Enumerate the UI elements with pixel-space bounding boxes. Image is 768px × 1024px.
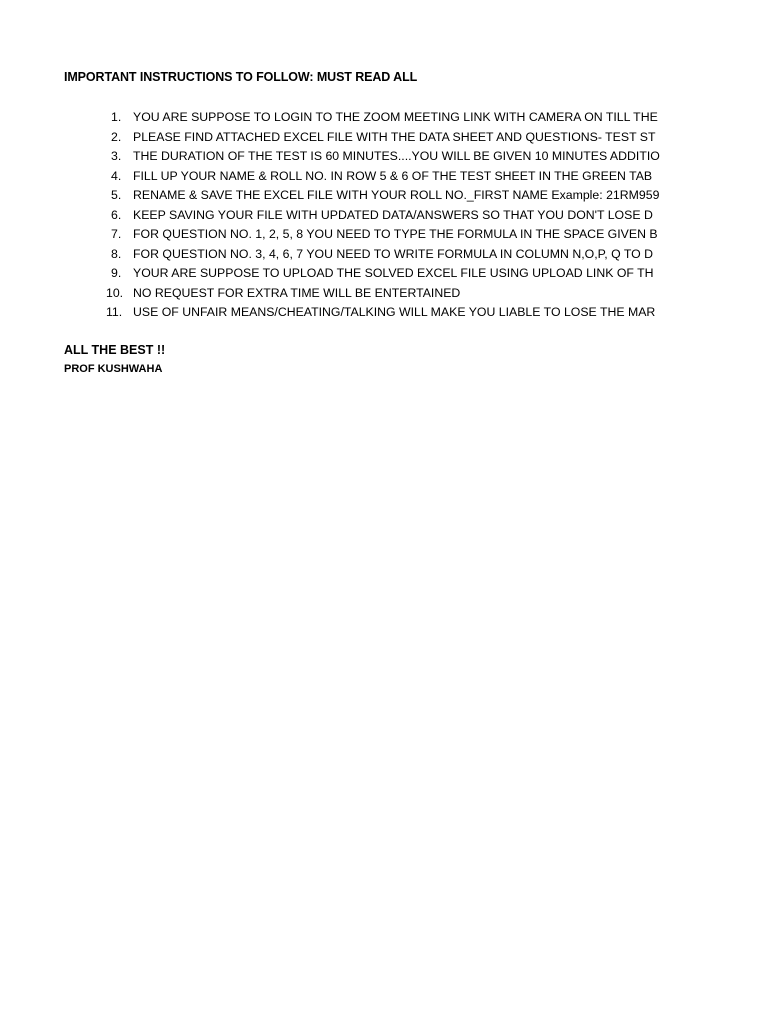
item-text: FILL UP YOUR NAME & ROLL NO. IN ROW 5 & 6 OF THE TEST SHEET IN THE GREEN TAB <box>133 168 653 183</box>
item-number: 5. <box>111 188 122 202</box>
item-text: FOR QUESTION NO. 1, 2, 5, 8 YOU NEED TO TYPE THE FORMULA IN THE SPACE GIVEN B <box>133 227 658 241</box>
item-number: 9. <box>111 266 122 280</box>
instructions-list <box>106 108 670 323</box>
list-item <box>106 264 670 284</box>
item-text: PLEASE FIND ATTACHED EXCEL FILE WITH THE DATA SHEET AND QUESTIONS- TEST ST <box>133 129 656 144</box>
item-text: RENAME & SAVE THE EXCEL FILE WITH YOUR ROLL NO._FIRST NAME Example: 21RM959 <box>133 188 660 202</box>
list-item <box>106 186 670 206</box>
item-number: 7. <box>111 227 122 241</box>
item-text: USE OF UNFAIR MEANS/CHEATING/TALKING WILL MAKE YOU LIABLE TO LOSE THE MAR <box>133 305 656 319</box>
signature: PROF KUSHWAHA <box>64 363 163 375</box>
list-item <box>106 128 670 148</box>
instructions-heading: IMPORTANT INSTRUCTIONS TO FOLLOW: MUST READ ALL <box>64 70 418 84</box>
list-item <box>106 284 670 304</box>
item-text: YOU ARE SUPPOSE TO LOGIN TO THE ZOOM MEETING LINK WITH CAMERA ON TILL THE <box>133 110 658 124</box>
item-number: 8. <box>111 246 122 261</box>
item-number: 6. <box>111 207 122 222</box>
item-number: 3. <box>111 149 122 163</box>
item-text: KEEP SAVING YOUR FILE WITH UPDATED DATA/ANSWERS SO THAT YOU DON'T LOSE D <box>133 207 653 222</box>
item-number: 11. <box>106 305 123 319</box>
list-item <box>106 245 670 265</box>
list-item <box>106 167 670 187</box>
item-text: NO REQUEST FOR EXTRA TIME WILL BE ENTERTAINED <box>133 285 461 300</box>
list-item <box>106 147 670 167</box>
item-number: 2. <box>111 129 122 144</box>
item-text: YOUR ARE SUPPOSE TO UPLOAD THE SOLVED EXCEL FILE USING UPLOAD LINK OF TH <box>133 266 654 280</box>
item-number: 4. <box>111 168 122 183</box>
list-item <box>106 225 670 245</box>
closing-message: ALL THE BEST !! <box>64 343 166 357</box>
list-item <box>106 303 670 323</box>
item-number: 1. <box>111 110 122 124</box>
item-text: THE DURATION OF THE TEST IS 60 MINUTES....YOU WILL BE GIVEN 10 MINUTES ADDITIO <box>133 149 660 163</box>
item-text: FOR QUESTION NO. 3, 4, 6, 7 YOU NEED TO WRITE FORMULA IN COLUMN N,O,P, Q TO D <box>133 246 653 261</box>
item-number: 10. <box>106 285 124 300</box>
list-item <box>106 108 670 128</box>
list-item <box>106 206 670 226</box>
